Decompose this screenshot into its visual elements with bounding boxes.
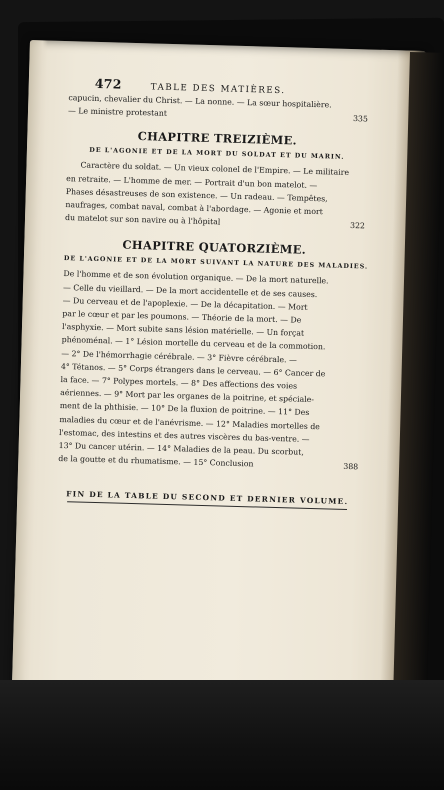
chapter-14-line-8: 4° Tétanos. — 5° Corps étrangers dans le cerveau. — 6° Cancer de [60,361,326,379]
chapter-14-line-4: par le cœur et par les poumons. — Théorie de la mort. — De [62,309,302,325]
chapter-13-entry [65,158,367,232]
chapter-14-entry [58,267,363,473]
page-content [57,75,369,511]
chapter-14-subtitle: DE L'AGONIE ET DE LA MORT SUIVANT LA NATURE DES MALADIES. [63,255,369,271]
closing-text: FIN DE LA TABLE DU SECOND ET DERNIER VOLUME. [66,489,349,507]
table-surface [0,680,444,790]
chapter-13-line-1: Caractère du soldat. — Un vieux colonel de l'Empire. — Le militaire [80,160,350,178]
chapter-14-line-15-text: de la goutte et du rhumatisme. — 15° Conclusion [58,454,254,469]
page-number: 472 [94,75,123,92]
chapter-13-title: CHAPITRE TREIZIÈME. [137,129,298,148]
page-gutter [11,40,48,726]
intro-line-2-text: — Le ministre protestant [67,106,168,119]
running-title: TABLE DES MATIÈRES. [150,82,286,97]
chapter-13-line-3: Phases désastreuses de son existence. — Un radeau. — Tempêtes, [65,186,328,204]
chapter-14-line-9: la face. — 7° Polypes mortels. — 8° Des affections des voies [60,375,298,391]
chapter-14-line-11: ment de la phthisie. — 10° De la fluxion de poitrine. — 11° Des [59,401,310,418]
chapter-14-line-5: l'asphyxie. — Mort subite sans lésion matérielle. — Un forçat [61,322,305,338]
chapter-14-line-3: — Du cerveau et de l'apoplexie. — De la décapitation. — Mort [62,295,308,312]
chapter-14-title: CHAPITRE QUATORZIÈME. [122,238,307,258]
chapter-14-line-14: 13° Du cancer utérin. — 14° Maladies de la peau. Du scorbut, [58,441,304,457]
chapter-14-line-13: l'estomac, des intestins et des autres viscères du bas-ventre. — [58,427,310,444]
intro-page-ref: 335 [352,114,369,124]
chapter-13-page-ref: 322 [349,221,366,231]
chapter-14-line-6: phénoménal. — 1° Lésion mortelle du cerveau et de la commotion. [61,335,326,352]
chapter-14-page-ref: 388 [343,462,359,472]
chapter-14-line-10: aériennes. — 9° Mort par les organes de la poitrine, et spéciale- [60,388,315,405]
chapter-13-line-4: naufrages, combat naval, combat à l'abordage. — Agonie et mort [65,200,323,217]
book-page [11,40,426,737]
chapter-14-line-7: — 2° De l'hémorrhagie cérébrale. — 3° Fièvre cérébrale. — [61,348,297,365]
chapter-13-subtitle: DE L'AGONIE ET DE LA MORT DU SOLDAT ET DU MARIN. [89,147,345,162]
chapter-13-line-5-text: du matelot sur son navire ou à l'hôpital [64,213,221,227]
intro-line-1: capucin, chevalier du Christ. — La nonne. — La sœur hospitalière. [68,93,332,110]
chapter-14-line-2: — Celle du vieillard. — De la mort accidentelle et de ses causes. [62,282,318,299]
chapter-13-line-2: en retraite. — L'homme de mer. — Portrait d'un bon matelot. — [66,173,318,190]
chapter-14-line-12: maladies du cœur et de l'anévrisme. — 12° Maladies mortelles de [59,414,321,431]
chapter-14-line-1: De l'homme et de son évolution organique. — De la mort naturelle. [63,269,329,286]
